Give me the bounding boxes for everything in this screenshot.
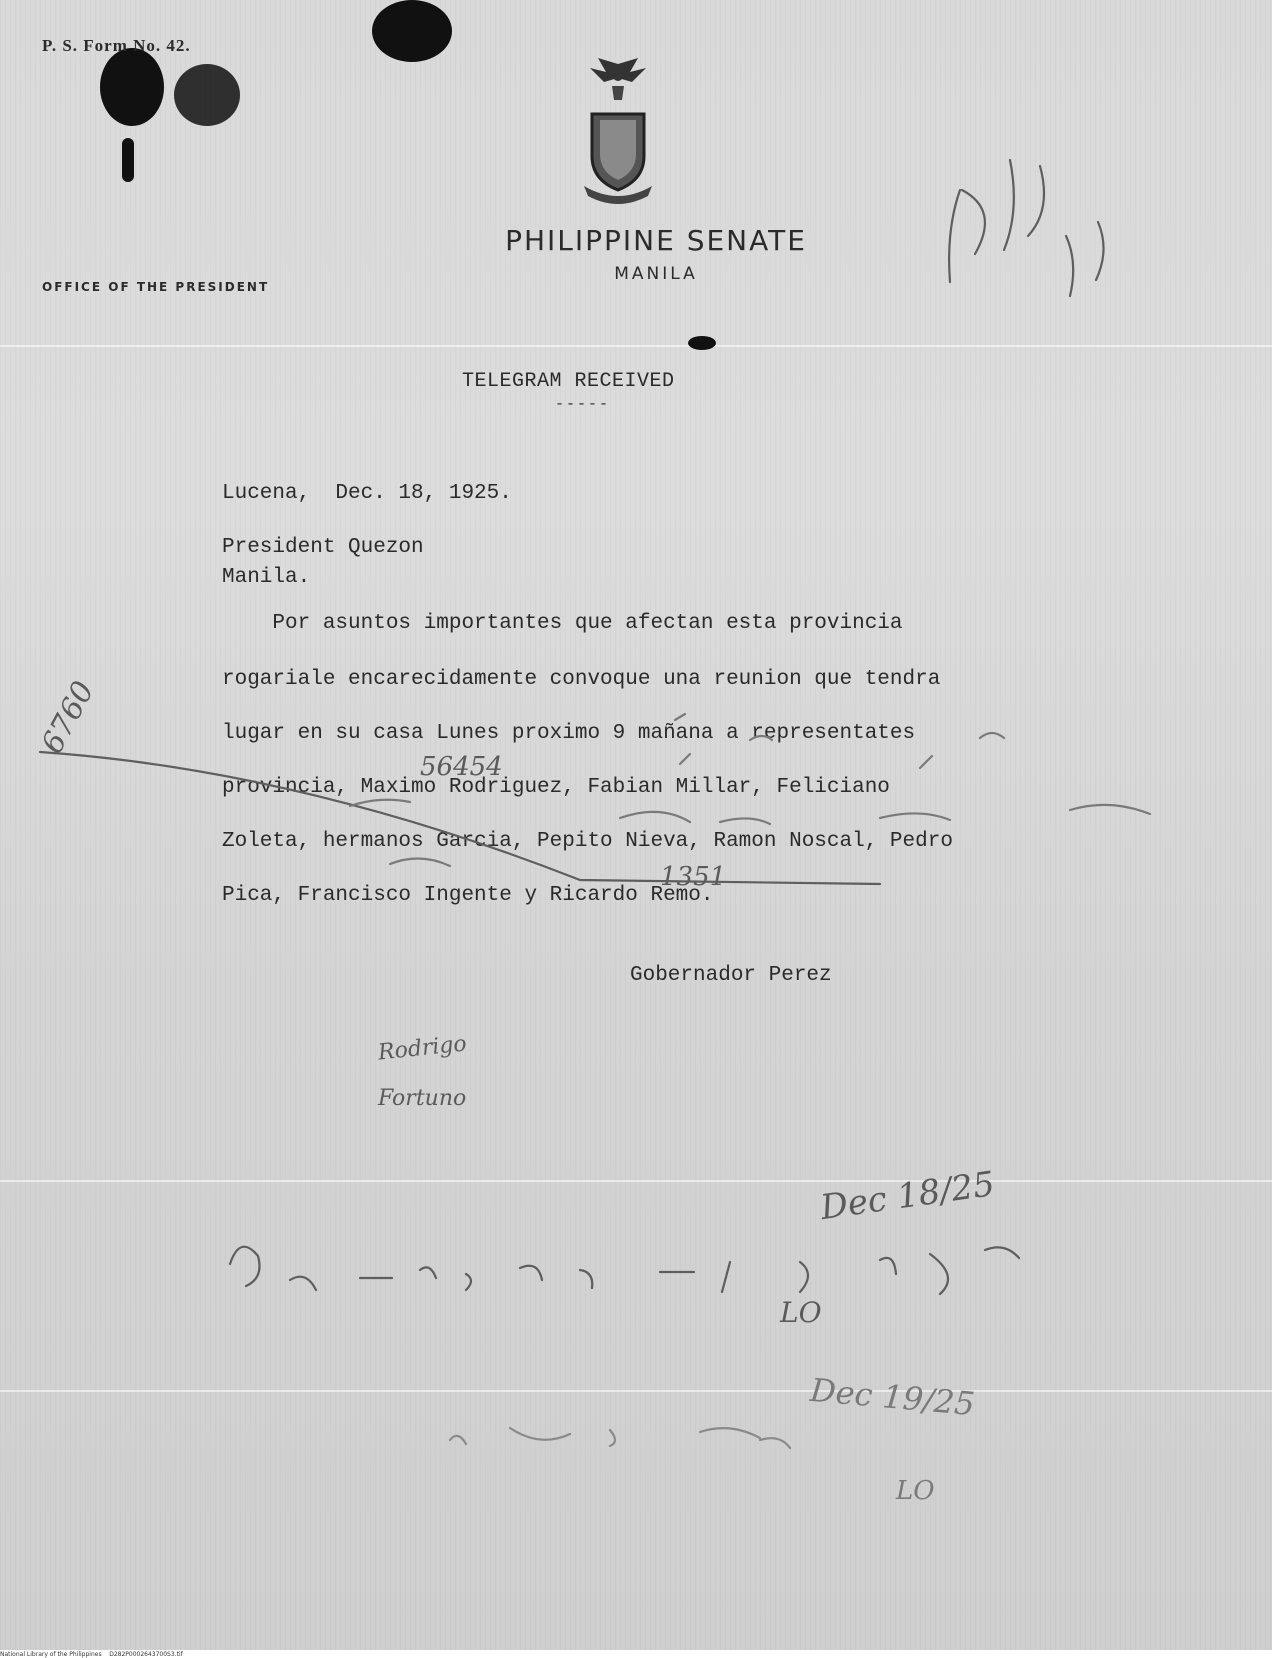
body-line: Pica, Francisco Ingente y Ricardo Remo. [222,884,714,907]
footer-credit: National Library of the Philippines D282P0002643700S3.tif [0,1651,183,1658]
circle-mark: LO [780,1296,822,1329]
institution-name: PHILIPPINE SENATE [505,224,807,257]
handwritten-number: 1351 [660,862,727,892]
date-note: Dec 18/25 [818,1164,998,1228]
addressee-name: President Quezon [222,536,424,559]
circle-mark: LO [896,1476,935,1506]
addressee-city: Manila. [222,566,311,589]
date-note: Dec 19/25 [808,1370,977,1424]
body-line: Por asuntos importantes que afectan esta provincia [222,612,903,635]
body-line: provincia, Maximo Rodriguez, Fabian Millar, Feliciano [222,776,890,799]
body-line: rogariale encarecidamente convoque una reunion que tendra [222,668,941,691]
place-date: Lucena, Dec. 18, 1925. [222,482,512,505]
city-name: MANILA [614,264,698,284]
telegram-heading: TELEGRAM RECEIVED [462,370,675,393]
margin-number-annotation: 6760 [34,675,102,760]
body-line: Zoleta, hermanos Garcia, Pepito Nieva, Ramon Noscal, Pedro [222,830,953,853]
body-line: lugar en su casa Lunes proximo 9 mañana a representates [222,722,916,745]
handwritten-name: Rodrigo [376,1031,468,1066]
handwritten-name: Fortuno [378,1086,467,1111]
office-label: OFFICE OF THE PRESIDENT [42,280,270,294]
heading-rule: ----- [555,396,611,413]
form-number: P. S. Form No. 42. [42,36,191,55]
signature: Gobernador Perez [630,964,832,987]
handwritten-number: 56454 [420,752,503,782]
